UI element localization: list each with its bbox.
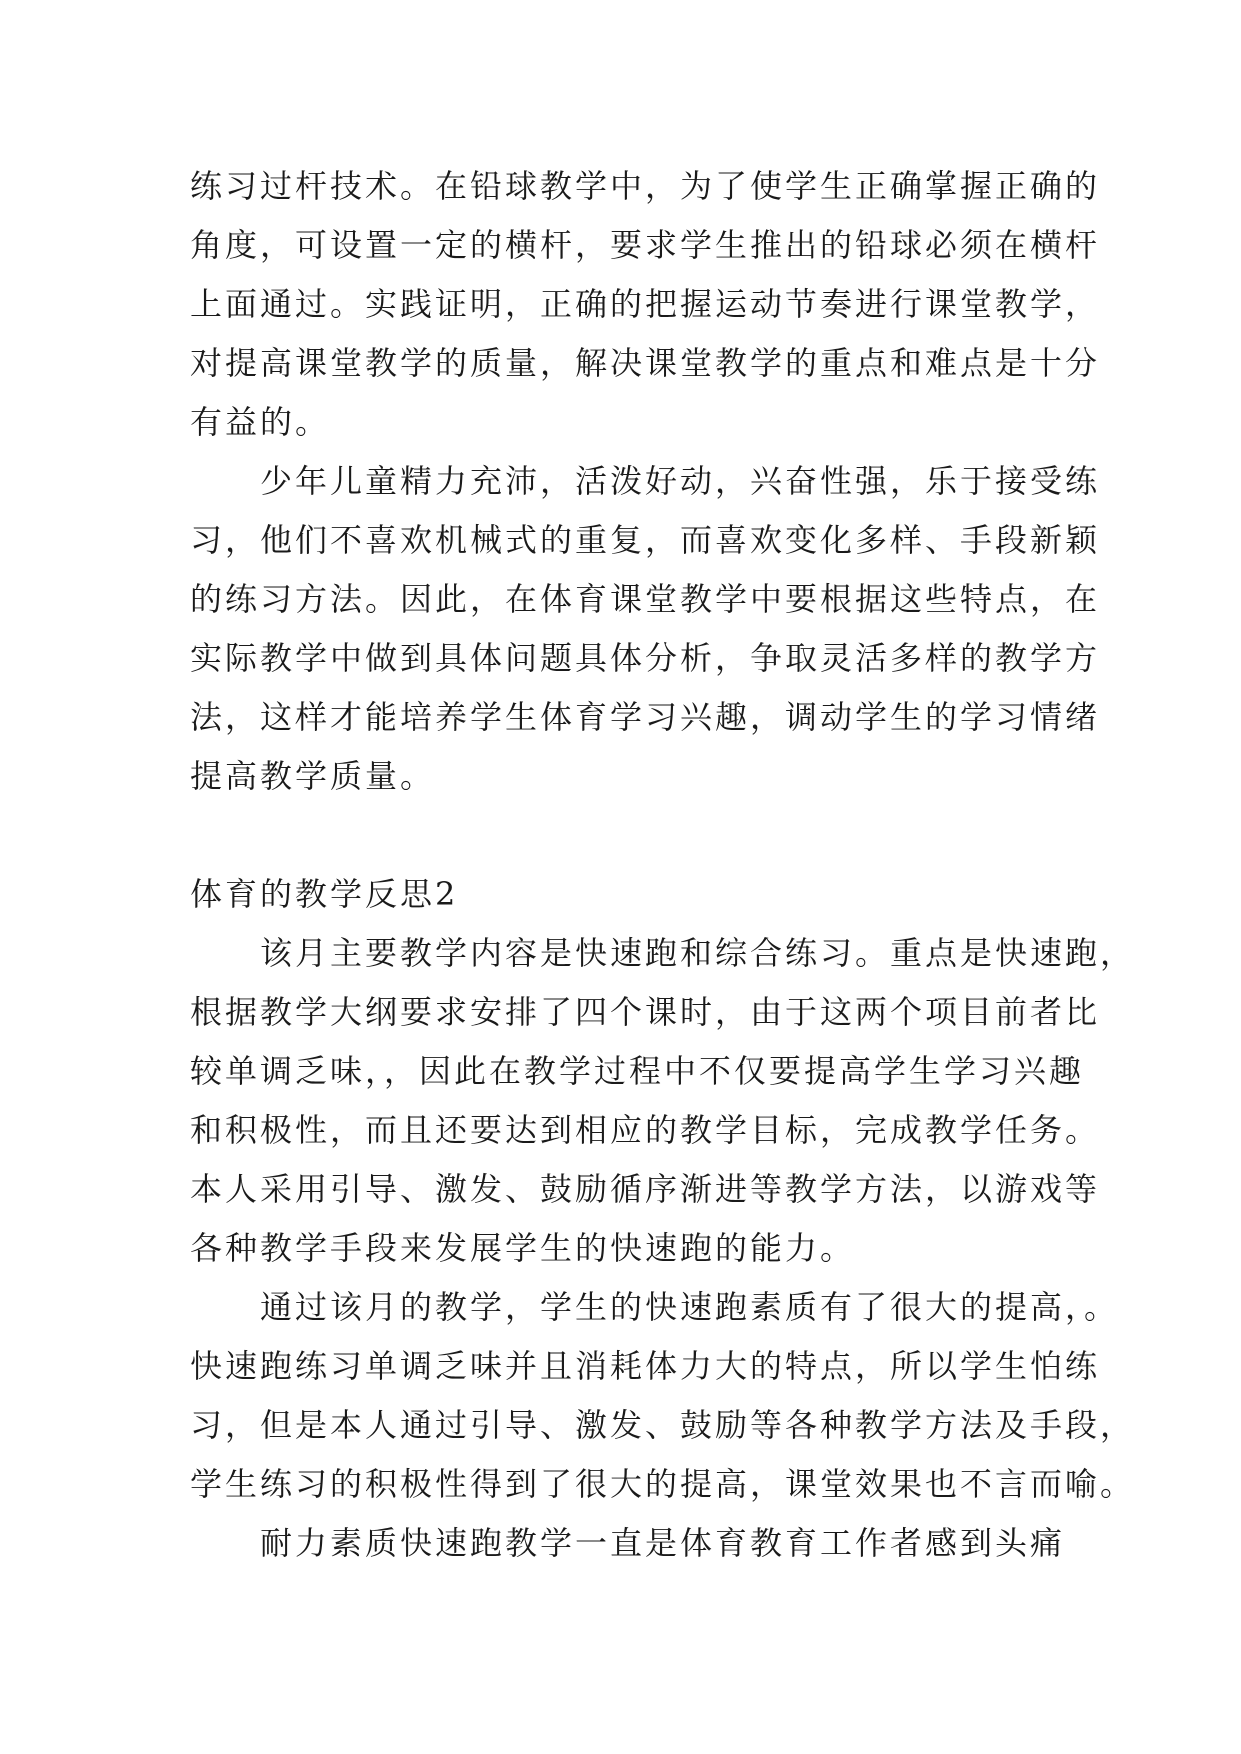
text-line: 通过该月的教学，学生的快速跑素质有了很大的提高，。	[190, 1288, 1120, 1326]
paragraph-monthly-content	[190, 924, 1136, 1278]
paragraph-children-energy	[190, 452, 1101, 806]
text-line: 法，这样才能培养学生体育学习兴趣，调动学生的学习情绪	[190, 698, 1101, 736]
text-line: 快速跑练习单调乏味并且消耗体力大的特点，所以学生怕练	[190, 1347, 1101, 1385]
text-line: 根据教学大纲要求安排了四个课时，由于这两个项目前者比	[190, 993, 1101, 1031]
text-line: 各种教学手段来发展学生的快速跑的能力。	[190, 1229, 856, 1267]
text-line: 耐力素质快速跑教学一直是体育教育工作者感到头痛	[190, 1524, 1066, 1562]
paragraph-endurance	[190, 1514, 1065, 1573]
section-heading: 体育的教学反思2	[190, 875, 459, 913]
text-line: 有益的。	[190, 403, 331, 441]
text-line: 角度，可设置一定的横杆，要求学生推出的铅球必须在横杆	[190, 226, 1101, 264]
blank-line	[190, 806, 1065, 865]
text-line: 的练习方法。因此，在体育课堂教学中要根据这些特点，在	[190, 580, 1101, 618]
text-line: 上面通过。实践证明，正确的把握运动节奏进行课堂教学，	[190, 285, 1101, 323]
text-line: 练习过杆技术。在铅球教学中，为了使学生正确掌握正确的	[190, 167, 1101, 205]
paragraph-continued	[190, 157, 1101, 452]
text-line: 习，但是本人通过引导、激发、鼓励等各种教学方法及手段，	[190, 1406, 1136, 1444]
document-body	[190, 157, 1136, 1573]
text-line: 对提高课堂教学的质量，解决课堂教学的重点和难点是十分	[190, 344, 1101, 382]
paragraph-results	[190, 1278, 1136, 1514]
text-line: 该月主要教学内容是快速跑和综合练习。重点是快速跑，	[190, 934, 1136, 972]
text-line: 习，他们不喜欢机械式的重复，而喜欢变化多样、手段新颖	[190, 521, 1101, 559]
text-line: 提高教学质量。	[190, 757, 436, 795]
text-line: 实际教学中做到具体问题具体分析，争取灵活多样的教学方	[190, 639, 1101, 677]
text-line: 本人采用引导、激发、鼓励循序渐进等教学方法，以游戏等	[190, 1170, 1101, 1208]
text-line: 较单调乏味，，因此在教学过程中不仅要提高学生学习兴趣	[190, 1052, 1085, 1090]
text-line: 和积极性，而且还要达到相应的教学目标，完成教学任务。	[190, 1111, 1101, 1149]
text-line: 少年儿童精力充沛，活泼好动，兴奋性强，乐于接受练	[190, 462, 1101, 500]
text-line: 学生练习的积极性得到了很大的提高，课堂效果也不言而喻。	[190, 1465, 1136, 1503]
